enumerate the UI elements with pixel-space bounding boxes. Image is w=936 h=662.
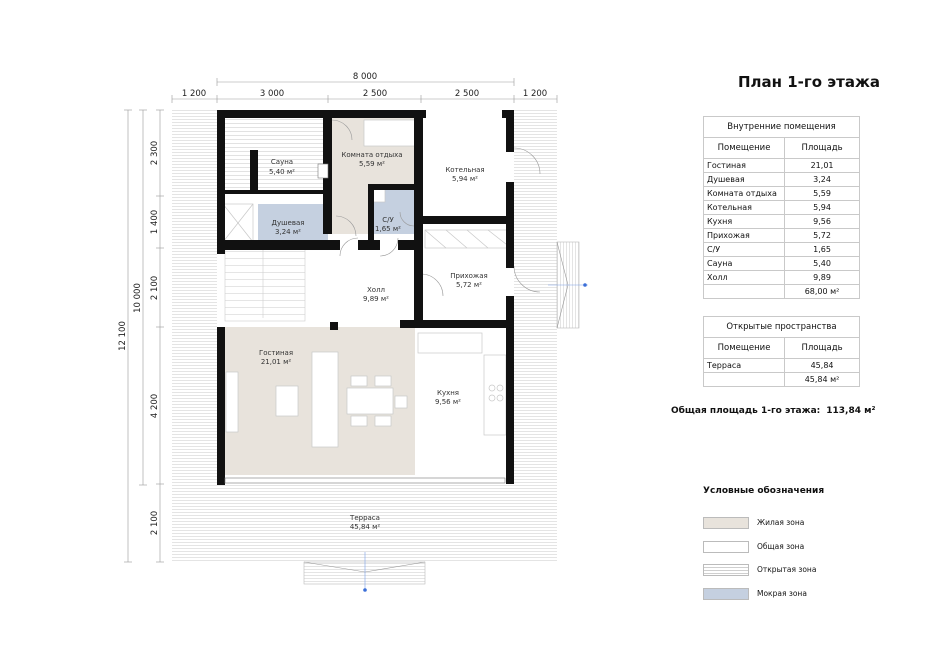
dim-left-seg: 4 200 xyxy=(150,393,160,419)
cell-room: С/У xyxy=(704,243,785,257)
total-area-label: Общая площадь 1-го этажа: xyxy=(671,406,821,416)
legend-swatch-open xyxy=(703,564,749,576)
cell-area: 45,84 xyxy=(785,359,860,373)
cell-area: 9,56 xyxy=(785,215,860,229)
room-area-entrance: 5,72 м² xyxy=(456,281,482,289)
cell-room: Терраса xyxy=(704,359,785,373)
room-area-boiler: 5,94 м² xyxy=(452,175,478,183)
table-total-row xyxy=(704,285,860,299)
room-label-kitchen: Кухня xyxy=(436,389,460,397)
room-label-entrance: Прихожая xyxy=(450,272,488,280)
table-row xyxy=(704,159,860,173)
legend-swatch-common xyxy=(703,541,749,553)
dim-top-seg: 1 200 xyxy=(181,89,207,99)
cell-area: 21,01 xyxy=(785,159,860,173)
table-row xyxy=(704,173,860,187)
dim-top-seg: 3 000 xyxy=(259,89,285,99)
cell-area: 9,89 xyxy=(785,271,860,285)
staircase xyxy=(225,246,305,321)
table-title: Внутренние помещения xyxy=(704,117,860,138)
legend-title: Условные обозначения xyxy=(703,486,825,496)
room-area-terrace: 45,84 м² xyxy=(349,523,381,531)
legend-label-living: Жилая зона xyxy=(757,518,805,527)
outdoor-spaces-table xyxy=(703,316,860,387)
cell-room: Прихожая xyxy=(704,229,785,243)
table-row xyxy=(704,359,860,373)
cell-room: Душевая xyxy=(704,173,785,187)
room-area-rest: 5,59 м² xyxy=(359,160,385,168)
dim-left-seg: 2 300 xyxy=(150,140,160,166)
total-area-value: 113,84 м² xyxy=(826,406,876,416)
table-row xyxy=(704,187,860,201)
legend-label-open: Открытая зона xyxy=(757,565,817,574)
total-area xyxy=(671,406,875,416)
table-row xyxy=(704,215,860,229)
cell-area: 5,94 xyxy=(785,201,860,215)
windows xyxy=(225,478,505,483)
table-title: Открытые пространства xyxy=(704,317,860,338)
room-label-terrace: Терраса xyxy=(350,514,380,522)
dim-top-seg: 1 200 xyxy=(522,89,548,99)
cell-area: 5,40 xyxy=(785,257,860,271)
room-label-wc: С/У xyxy=(382,216,394,224)
page-title: План 1-го этажа xyxy=(738,73,881,91)
cell-area: 5,72 xyxy=(785,229,860,243)
col-header-room: Помещение xyxy=(704,338,785,359)
room-label-boiler: Котельная xyxy=(445,166,485,174)
left-dimensions xyxy=(124,110,164,562)
table-row xyxy=(704,243,860,257)
dim-left-inner: 10 000 xyxy=(133,283,143,313)
table-row xyxy=(704,271,860,285)
room-label-sauna: Сауна xyxy=(270,158,294,166)
table-total: 45,84 м² xyxy=(785,373,860,387)
room-area-sauna: 5,40 м² xyxy=(269,168,295,176)
dim-top-total: 8 000 xyxy=(352,72,378,82)
dim-top-seg: 2 500 xyxy=(454,89,480,99)
room-label-hall: Холл xyxy=(366,286,386,294)
table-row xyxy=(704,201,860,215)
room-area-living: 21,01 м² xyxy=(260,358,292,366)
cell-area: 1,65 xyxy=(785,243,860,257)
sauna-bench xyxy=(225,118,323,190)
dim-left-seg: 2 100 xyxy=(150,275,160,301)
dim-left-outer: 12 100 xyxy=(118,321,128,351)
room-label-shower: Душевая xyxy=(271,219,305,227)
room-label-living: Гостиная xyxy=(258,349,294,357)
cell-room: Комната отдыха xyxy=(704,187,785,201)
legend-label-common: Общая зона xyxy=(757,542,805,551)
room-area-shower: 3,24 м² xyxy=(275,228,301,236)
col-header-area: Площадь xyxy=(785,338,860,359)
table-row xyxy=(704,229,860,243)
legend-swatch-living xyxy=(703,517,749,529)
room-area-wc: 1,65 м² xyxy=(375,225,401,233)
cell-room: Сауна xyxy=(704,257,785,271)
col-header-area: Площадь xyxy=(785,138,860,159)
cell-area: 5,59 xyxy=(785,187,860,201)
stove xyxy=(318,164,328,178)
cell-room: Гостиная xyxy=(704,159,785,173)
cell-room: Кухня xyxy=(704,215,785,229)
table-row xyxy=(704,257,860,271)
legend-swatch-wet xyxy=(703,588,749,600)
cell-room: Холл xyxy=(704,271,785,285)
room-area-kitchen: 9,56 м² xyxy=(435,398,461,406)
indoor-rooms-table xyxy=(703,116,860,299)
room-area-hall: 9,89 м² xyxy=(363,295,389,303)
table-total: 68,00 м² xyxy=(785,285,860,299)
dim-top-seg: 2 500 xyxy=(362,89,388,99)
room-label-rest: Комната отдыха xyxy=(341,151,403,159)
cell-room: Котельная xyxy=(704,201,785,215)
col-header-room: Помещение xyxy=(704,138,785,159)
cell-area: 3,24 xyxy=(785,173,860,187)
legend-label-wet: Мокрая зона xyxy=(757,589,807,598)
dim-left-seg: 1 400 xyxy=(150,209,160,235)
dim-left-seg: 2 100 xyxy=(150,510,160,536)
table-total-row xyxy=(704,373,860,387)
